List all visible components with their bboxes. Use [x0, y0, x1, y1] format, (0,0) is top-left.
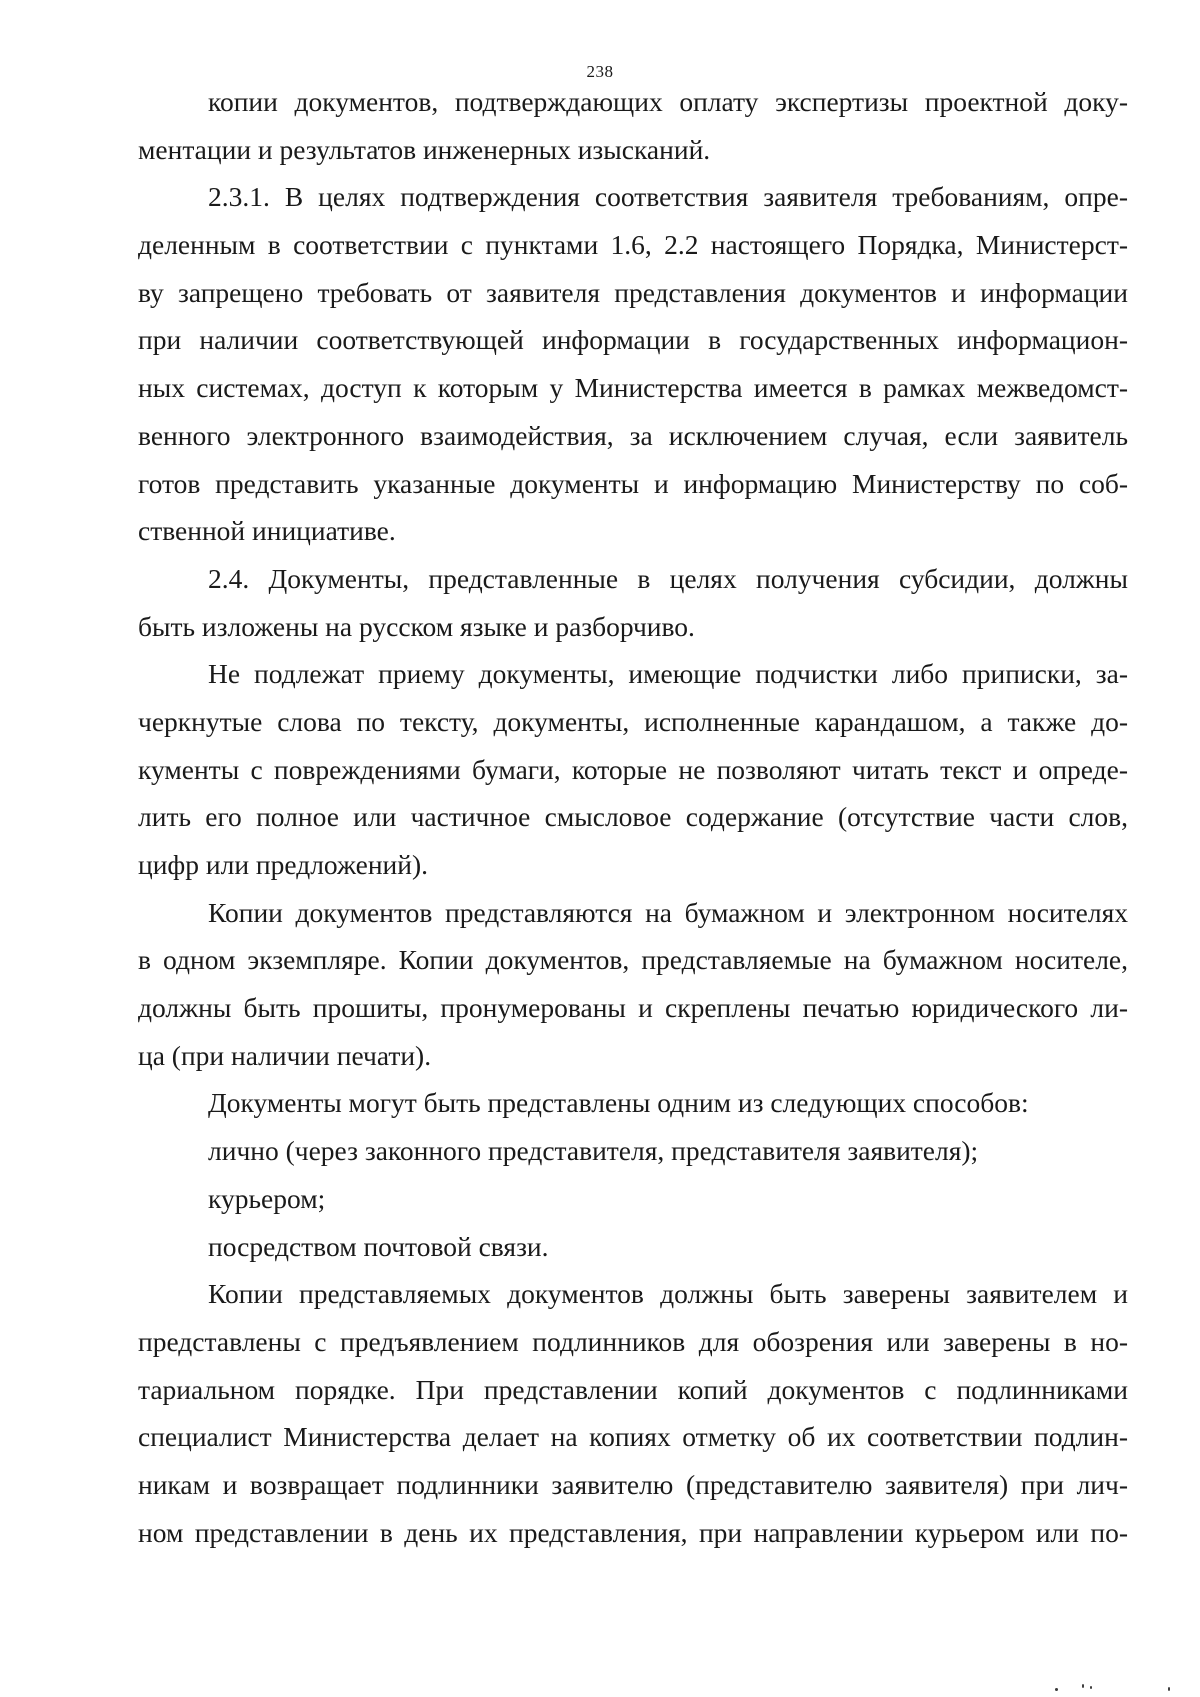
text-line: тариальном порядке. При представлении копий документов с подлинниками — [138, 1373, 1128, 1405]
text-line: представлены с предъявлением подлинников для обозрения или заверены в но- — [138, 1325, 1128, 1357]
scan-speck — [1168, 1687, 1170, 1691]
text-line: ном представлении в день их представления, при направлении курьером или по- — [138, 1516, 1128, 1548]
text-line: быть изложены на русском языке и разборчиво. — [138, 610, 695, 642]
text-line: никам и возвращает подлинники заявителю (представителю заявителя) при лич- — [138, 1468, 1128, 1500]
text-line: ментации и результатов инженерных изысканий. — [138, 133, 711, 165]
text-line: Копии документов представляются на бумажном и электронном носителях — [208, 896, 1128, 928]
text-line: цифр или предложений). — [138, 849, 429, 880]
text-line: Документы могут быть представлены одним из следующих способов: — [208, 1087, 1029, 1119]
text-line: деленным в соответствии с пунктами 1.6, 2.2 настоящего Порядка, Министерст- — [138, 229, 1128, 261]
text-line: 2.3.1. В целях подтверждения соответствия заявителя требованиям, опре- — [208, 181, 1128, 213]
text-line: ву запрещено требовать от заявителя представления документов и информации — [138, 276, 1128, 308]
text-line: лить его полное или частичное смысловое содержание (отсутствие части слов, — [138, 801, 1128, 833]
text-line: черкнутые слова по тексту, документы, исполненные карандашом, а также до- — [138, 705, 1128, 737]
scan-speck — [1090, 1686, 1092, 1689]
scan-speck — [1082, 1684, 1084, 1688]
text-line: специалист Министерства делает на копиях отметку об их соответствии подлин- — [138, 1421, 1128, 1453]
text-line: курьером; — [208, 1182, 326, 1214]
text-line: при наличии соответствующей информации в государственных информацион- — [138, 324, 1128, 356]
text-line: готов представить указанные документы и информацию Министерству по соб- — [138, 467, 1128, 499]
text-line: Не подлежат приему документы, имеющие подчистки либо приписки, за- — [208, 658, 1128, 690]
text-line: кументы с повреждениями бумаги, которые не позволяют читать текст и опреде- — [138, 753, 1128, 785]
text-line: копии документов, подтверждающих оплату экспертизы проектной доку- — [208, 86, 1128, 117]
text-line: Копии представляемых документов должны быть заверены заявителем и — [208, 1278, 1128, 1310]
text-line: венного электронного взаимодействия, за исключением случая, если заявитель — [138, 419, 1128, 451]
text-line: 2.4. Документы, представленные в целях получения субсидии, должны — [208, 562, 1128, 594]
scan-speck — [1055, 1688, 1058, 1691]
text-line: ственной инициативе. — [138, 515, 396, 547]
text-line: в одном экземпляре. Копии документов, представляемые на бумажном носителе, — [138, 944, 1128, 976]
text-line: должны быть прошиты, пронумерованы и скреплены печатью юридического ли- — [138, 992, 1128, 1024]
text-line: ца (при наличии печати). — [138, 1039, 432, 1071]
text-line: лично (через законного представителя, представителя заявителя); — [208, 1135, 979, 1167]
body-text — [138, 78, 1128, 1556]
text-line: посредством почтовой связи. — [208, 1230, 549, 1262]
page-number: 238 — [586, 62, 614, 81]
text-line: ных системах, доступ к которым у Министерства имеется в рамках межведомст- — [138, 372, 1128, 404]
